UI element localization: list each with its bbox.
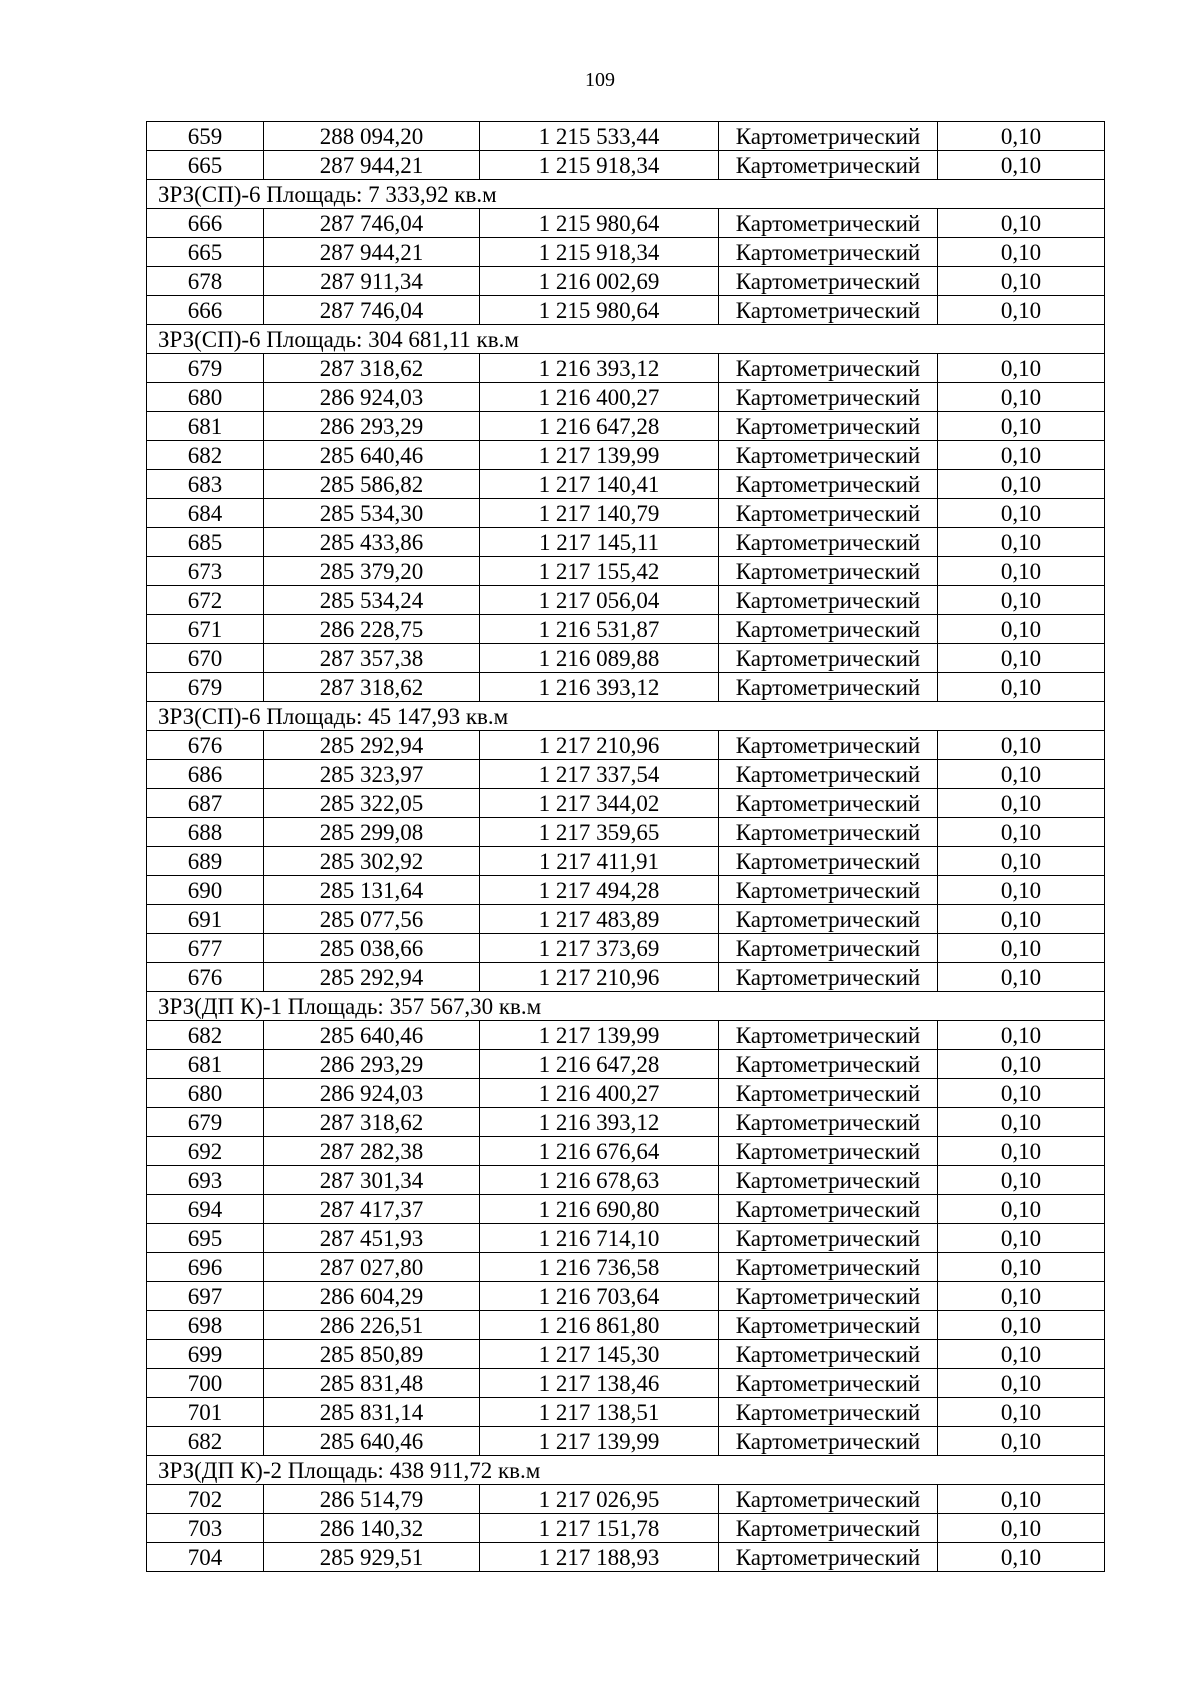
x-coordinate-cell: 287 746,04 [264, 209, 480, 238]
accuracy-cell: 0,10 [938, 934, 1105, 963]
point-number-cell: 690 [147, 876, 264, 905]
x-coordinate-cell: 285 433,86 [264, 528, 480, 557]
x-coordinate-cell: 285 292,94 [264, 731, 480, 760]
point-number-cell: 687 [147, 789, 264, 818]
method-cell: Картометрический [719, 963, 938, 992]
y-coordinate-cell: 1 217 151,78 [480, 1514, 719, 1543]
table-row [147, 151, 1105, 180]
x-coordinate-cell: 285 640,46 [264, 1427, 480, 1456]
method-cell: Картометрический [719, 1253, 938, 1282]
method-cell: Картометрический [719, 238, 938, 267]
y-coordinate-cell: 1 216 690,80 [480, 1195, 719, 1224]
section-header-row [147, 180, 1105, 209]
y-coordinate-cell: 1 215 533,44 [480, 122, 719, 151]
y-coordinate-cell: 1 217 140,41 [480, 470, 719, 499]
point-number-cell: 682 [147, 1427, 264, 1456]
accuracy-cell: 0,10 [938, 731, 1105, 760]
method-cell: Картометрический [719, 383, 938, 412]
method-cell: Картометрический [719, 1340, 938, 1369]
point-number-cell: 683 [147, 470, 264, 499]
y-coordinate-cell: 1 216 678,63 [480, 1166, 719, 1195]
method-cell: Картометрический [719, 876, 938, 905]
y-coordinate-cell: 1 217 344,02 [480, 789, 719, 818]
table-row [147, 586, 1105, 615]
method-cell: Картометрический [719, 1311, 938, 1340]
x-coordinate-cell: 285 292,94 [264, 963, 480, 992]
x-coordinate-cell: 286 226,51 [264, 1311, 480, 1340]
accuracy-cell: 0,10 [938, 151, 1105, 180]
point-number-cell: 694 [147, 1195, 264, 1224]
x-coordinate-cell: 285 929,51 [264, 1543, 480, 1572]
x-coordinate-cell: 285 302,92 [264, 847, 480, 876]
table-row [147, 1398, 1105, 1427]
accuracy-cell: 0,10 [938, 847, 1105, 876]
accuracy-cell: 0,10 [938, 1050, 1105, 1079]
y-coordinate-cell: 1 217 145,11 [480, 528, 719, 557]
y-coordinate-cell: 1 217 210,96 [480, 731, 719, 760]
method-cell: Картометрический [719, 267, 938, 296]
point-number-cell: 666 [147, 209, 264, 238]
x-coordinate-cell: 286 924,03 [264, 1079, 480, 1108]
method-cell: Картометрический [719, 412, 938, 441]
accuracy-cell: 0,10 [938, 1398, 1105, 1427]
x-coordinate-cell: 285 640,46 [264, 441, 480, 470]
table-row [147, 1543, 1105, 1572]
accuracy-cell: 0,10 [938, 209, 1105, 238]
point-number-cell: 665 [147, 238, 264, 267]
point-number-cell: 678 [147, 267, 264, 296]
y-coordinate-cell: 1 216 002,69 [480, 267, 719, 296]
method-cell: Картометрический [719, 847, 938, 876]
point-number-cell: 679 [147, 673, 264, 702]
method-cell: Картометрический [719, 1369, 938, 1398]
y-coordinate-cell: 1 217 056,04 [480, 586, 719, 615]
accuracy-cell: 0,10 [938, 615, 1105, 644]
table-row [147, 1253, 1105, 1282]
table-row [147, 876, 1105, 905]
y-coordinate-cell: 1 217 411,91 [480, 847, 719, 876]
x-coordinate-cell: 287 911,34 [264, 267, 480, 296]
point-number-cell: 676 [147, 731, 264, 760]
accuracy-cell: 0,10 [938, 644, 1105, 673]
y-coordinate-cell: 1 217 155,42 [480, 557, 719, 586]
y-coordinate-cell: 1 215 980,64 [480, 209, 719, 238]
x-coordinate-cell: 285 299,08 [264, 818, 480, 847]
table-row [147, 1021, 1105, 1050]
accuracy-cell: 0,10 [938, 963, 1105, 992]
table-row [147, 1485, 1105, 1514]
method-cell: Картометрический [719, 1514, 938, 1543]
method-cell: Картометрический [719, 441, 938, 470]
point-number-cell: 680 [147, 383, 264, 412]
point-number-cell: 680 [147, 1079, 264, 1108]
y-coordinate-cell: 1 217 188,93 [480, 1543, 719, 1572]
point-number-cell: 677 [147, 934, 264, 963]
accuracy-cell: 0,10 [938, 1224, 1105, 1253]
point-number-cell: 700 [147, 1369, 264, 1398]
y-coordinate-cell: 1 216 703,64 [480, 1282, 719, 1311]
accuracy-cell: 0,10 [938, 818, 1105, 847]
method-cell: Картометрический [719, 1543, 938, 1572]
point-number-cell: 692 [147, 1137, 264, 1166]
y-coordinate-cell: 1 215 918,34 [480, 238, 719, 267]
point-number-cell: 679 [147, 1108, 264, 1137]
section-title: ЗРЗ(СП)-6 Площадь: 45 147,93 кв.м [147, 702, 1105, 731]
method-cell: Картометрический [719, 1282, 938, 1311]
method-cell: Картометрический [719, 557, 938, 586]
accuracy-cell: 0,10 [938, 1340, 1105, 1369]
section-title: ЗРЗ(ДП К)-1 Площадь: 357 567,30 кв.м [147, 992, 1105, 1021]
x-coordinate-cell: 285 586,82 [264, 470, 480, 499]
table-row [147, 238, 1105, 267]
y-coordinate-cell: 1 216 393,12 [480, 354, 719, 383]
method-cell: Картометрический [719, 586, 938, 615]
method-cell: Картометрический [719, 1398, 938, 1427]
table-row [147, 731, 1105, 760]
section-header-row [147, 325, 1105, 354]
y-coordinate-cell: 1 217 026,95 [480, 1485, 719, 1514]
x-coordinate-cell: 287 318,62 [264, 1108, 480, 1137]
point-number-cell: 681 [147, 412, 264, 441]
method-cell: Картометрический [719, 818, 938, 847]
point-number-cell: 671 [147, 615, 264, 644]
accuracy-cell: 0,10 [938, 905, 1105, 934]
accuracy-cell: 0,10 [938, 528, 1105, 557]
accuracy-cell: 0,10 [938, 499, 1105, 528]
x-coordinate-cell: 285 323,97 [264, 760, 480, 789]
table-row [147, 1427, 1105, 1456]
table-row [147, 934, 1105, 963]
accuracy-cell: 0,10 [938, 1253, 1105, 1282]
point-number-cell: 689 [147, 847, 264, 876]
accuracy-cell: 0,10 [938, 1166, 1105, 1195]
point-number-cell: 682 [147, 1021, 264, 1050]
y-coordinate-cell: 1 215 918,34 [480, 151, 719, 180]
point-number-cell: 665 [147, 151, 264, 180]
y-coordinate-cell: 1 217 138,51 [480, 1398, 719, 1427]
section-title: ЗРЗ(СП)-6 Площадь: 7 333,92 кв.м [147, 180, 1105, 209]
accuracy-cell: 0,10 [938, 238, 1105, 267]
x-coordinate-cell: 287 357,38 [264, 644, 480, 673]
accuracy-cell: 0,10 [938, 383, 1105, 412]
accuracy-cell: 0,10 [938, 1108, 1105, 1137]
point-number-cell: 704 [147, 1543, 264, 1572]
accuracy-cell: 0,10 [938, 1311, 1105, 1340]
table-row [147, 673, 1105, 702]
point-number-cell: 666 [147, 296, 264, 325]
method-cell: Картометрический [719, 615, 938, 644]
y-coordinate-cell: 1 216 089,88 [480, 644, 719, 673]
accuracy-cell: 0,10 [938, 1079, 1105, 1108]
method-cell: Картометрический [719, 1108, 938, 1137]
x-coordinate-cell: 287 944,21 [264, 238, 480, 267]
accuracy-cell: 0,10 [938, 1137, 1105, 1166]
y-coordinate-cell: 1 217 140,79 [480, 499, 719, 528]
section-header-row [147, 702, 1105, 731]
table-row [147, 441, 1105, 470]
table-row [147, 209, 1105, 238]
table-row [147, 528, 1105, 557]
y-coordinate-cell: 1 216 400,27 [480, 1079, 719, 1108]
method-cell: Картометрический [719, 1021, 938, 1050]
method-cell: Картометрический [719, 1427, 938, 1456]
accuracy-cell: 0,10 [938, 441, 1105, 470]
accuracy-cell: 0,10 [938, 1543, 1105, 1572]
method-cell: Картометрический [719, 1050, 938, 1079]
section-header-row [147, 1456, 1105, 1485]
y-coordinate-cell: 1 217 373,69 [480, 934, 719, 963]
x-coordinate-cell: 287 301,34 [264, 1166, 480, 1195]
y-coordinate-cell: 1 216 714,10 [480, 1224, 719, 1253]
accuracy-cell: 0,10 [938, 122, 1105, 151]
y-coordinate-cell: 1 217 139,99 [480, 1427, 719, 1456]
method-cell: Картометрический [719, 1137, 938, 1166]
y-coordinate-cell: 1 216 647,28 [480, 412, 719, 441]
y-coordinate-cell: 1 216 393,12 [480, 673, 719, 702]
x-coordinate-cell: 287 027,80 [264, 1253, 480, 1282]
accuracy-cell: 0,10 [938, 1485, 1105, 1514]
method-cell: Картометрический [719, 1195, 938, 1224]
accuracy-cell: 0,10 [938, 1282, 1105, 1311]
table-row [147, 412, 1105, 441]
method-cell: Картометрический [719, 209, 938, 238]
accuracy-cell: 0,10 [938, 1021, 1105, 1050]
table-row [147, 847, 1105, 876]
table-row [147, 963, 1105, 992]
x-coordinate-cell: 287 318,62 [264, 354, 480, 383]
x-coordinate-cell: 287 944,21 [264, 151, 480, 180]
method-cell: Картометрический [719, 122, 938, 151]
coordinates-table-body [147, 122, 1105, 1572]
y-coordinate-cell: 1 217 483,89 [480, 905, 719, 934]
y-coordinate-cell: 1 216 531,87 [480, 615, 719, 644]
point-number-cell: 691 [147, 905, 264, 934]
method-cell: Картометрический [719, 470, 938, 499]
table-row [147, 1369, 1105, 1398]
point-number-cell: 697 [147, 1282, 264, 1311]
y-coordinate-cell: 1 217 138,46 [480, 1369, 719, 1398]
method-cell: Картометрический [719, 499, 938, 528]
point-number-cell: 676 [147, 963, 264, 992]
method-cell: Картометрический [719, 905, 938, 934]
table-row [147, 122, 1105, 151]
point-number-cell: 702 [147, 1485, 264, 1514]
method-cell: Картометрический [719, 1224, 938, 1253]
table-row [147, 644, 1105, 673]
accuracy-cell: 0,10 [938, 267, 1105, 296]
point-number-cell: 670 [147, 644, 264, 673]
method-cell: Картометрический [719, 760, 938, 789]
table-row [147, 1108, 1105, 1137]
table-row [147, 1050, 1105, 1079]
method-cell: Картометрический [719, 354, 938, 383]
table-row [147, 1224, 1105, 1253]
x-coordinate-cell: 286 924,03 [264, 383, 480, 412]
accuracy-cell: 0,10 [938, 1427, 1105, 1456]
y-coordinate-cell: 1 216 393,12 [480, 1108, 719, 1137]
x-coordinate-cell: 288 094,20 [264, 122, 480, 151]
table-row [147, 383, 1105, 412]
table-row [147, 760, 1105, 789]
accuracy-cell: 0,10 [938, 1514, 1105, 1543]
y-coordinate-cell: 1 217 139,99 [480, 1021, 719, 1050]
point-number-cell: 684 [147, 499, 264, 528]
accuracy-cell: 0,10 [938, 586, 1105, 615]
table-row [147, 1166, 1105, 1195]
x-coordinate-cell: 285 534,24 [264, 586, 480, 615]
table-row [147, 1137, 1105, 1166]
method-cell: Картометрический [719, 296, 938, 325]
y-coordinate-cell: 1 217 139,99 [480, 441, 719, 470]
page-number: 109 [585, 69, 615, 91]
point-number-cell: 695 [147, 1224, 264, 1253]
method-cell: Картометрический [719, 1485, 938, 1514]
x-coordinate-cell: 285 322,05 [264, 789, 480, 818]
accuracy-cell: 0,10 [938, 673, 1105, 702]
section-header-row [147, 992, 1105, 1021]
point-number-cell: 703 [147, 1514, 264, 1543]
section-title: ЗРЗ(СП)-6 Площадь: 304 681,11 кв.м [147, 325, 1105, 354]
accuracy-cell: 0,10 [938, 789, 1105, 818]
table-row [147, 296, 1105, 325]
point-number-cell: 682 [147, 441, 264, 470]
coordinates-table [146, 121, 1105, 1572]
accuracy-cell: 0,10 [938, 876, 1105, 905]
y-coordinate-cell: 1 216 400,27 [480, 383, 719, 412]
accuracy-cell: 0,10 [938, 354, 1105, 383]
x-coordinate-cell: 285 379,20 [264, 557, 480, 586]
method-cell: Картометрический [719, 934, 938, 963]
x-coordinate-cell: 287 746,04 [264, 296, 480, 325]
method-cell: Картометрический [719, 151, 938, 180]
y-coordinate-cell: 1 215 980,64 [480, 296, 719, 325]
table-row [147, 1282, 1105, 1311]
point-number-cell: 693 [147, 1166, 264, 1195]
point-number-cell: 685 [147, 528, 264, 557]
x-coordinate-cell: 285 831,48 [264, 1369, 480, 1398]
method-cell: Картометрический [719, 528, 938, 557]
accuracy-cell: 0,10 [938, 557, 1105, 586]
y-coordinate-cell: 1 216 647,28 [480, 1050, 719, 1079]
table-row [147, 557, 1105, 586]
method-cell: Картометрический [719, 1079, 938, 1108]
point-number-cell: 659 [147, 122, 264, 151]
x-coordinate-cell: 286 140,32 [264, 1514, 480, 1543]
x-coordinate-cell: 287 451,93 [264, 1224, 480, 1253]
x-coordinate-cell: 286 293,29 [264, 1050, 480, 1079]
x-coordinate-cell: 285 831,14 [264, 1398, 480, 1427]
point-number-cell: 688 [147, 818, 264, 847]
accuracy-cell: 0,10 [938, 296, 1105, 325]
y-coordinate-cell: 1 217 359,65 [480, 818, 719, 847]
x-coordinate-cell: 286 293,29 [264, 412, 480, 441]
table-row [147, 789, 1105, 818]
accuracy-cell: 0,10 [938, 412, 1105, 441]
y-coordinate-cell: 1 217 210,96 [480, 963, 719, 992]
method-cell: Картометрический [719, 644, 938, 673]
x-coordinate-cell: 286 514,79 [264, 1485, 480, 1514]
section-title: ЗРЗ(ДП К)-2 Площадь: 438 911,72 кв.м [147, 1456, 1105, 1485]
y-coordinate-cell: 1 217 494,28 [480, 876, 719, 905]
x-coordinate-cell: 285 131,64 [264, 876, 480, 905]
table-row [147, 905, 1105, 934]
accuracy-cell: 0,10 [938, 1369, 1105, 1398]
x-coordinate-cell: 286 604,29 [264, 1282, 480, 1311]
y-coordinate-cell: 1 217 337,54 [480, 760, 719, 789]
point-number-cell: 701 [147, 1398, 264, 1427]
accuracy-cell: 0,10 [938, 1195, 1105, 1224]
point-number-cell: 681 [147, 1050, 264, 1079]
table-row [147, 354, 1105, 383]
table-row [147, 615, 1105, 644]
x-coordinate-cell: 285 077,56 [264, 905, 480, 934]
point-number-cell: 679 [147, 354, 264, 383]
y-coordinate-cell: 1 216 676,64 [480, 1137, 719, 1166]
x-coordinate-cell: 287 417,37 [264, 1195, 480, 1224]
x-coordinate-cell: 286 228,75 [264, 615, 480, 644]
x-coordinate-cell: 285 038,66 [264, 934, 480, 963]
y-coordinate-cell: 1 216 861,80 [480, 1311, 719, 1340]
point-number-cell: 673 [147, 557, 264, 586]
table-row [147, 1195, 1105, 1224]
table-row [147, 1311, 1105, 1340]
y-coordinate-cell: 1 216 736,58 [480, 1253, 719, 1282]
x-coordinate-cell: 287 282,38 [264, 1137, 480, 1166]
point-number-cell: 686 [147, 760, 264, 789]
table-row [147, 267, 1105, 296]
accuracy-cell: 0,10 [938, 470, 1105, 499]
x-coordinate-cell: 285 850,89 [264, 1340, 480, 1369]
point-number-cell: 698 [147, 1311, 264, 1340]
table-row [147, 470, 1105, 499]
method-cell: Картометрический [719, 673, 938, 702]
method-cell: Картометрический [719, 1166, 938, 1195]
method-cell: Картометрический [719, 789, 938, 818]
accuracy-cell: 0,10 [938, 760, 1105, 789]
table-row [147, 1514, 1105, 1543]
point-number-cell: 696 [147, 1253, 264, 1282]
y-coordinate-cell: 1 217 145,30 [480, 1340, 719, 1369]
method-cell: Картометрический [719, 731, 938, 760]
table-row [147, 499, 1105, 528]
point-number-cell: 672 [147, 586, 264, 615]
x-coordinate-cell: 285 640,46 [264, 1021, 480, 1050]
x-coordinate-cell: 285 534,30 [264, 499, 480, 528]
point-number-cell: 699 [147, 1340, 264, 1369]
table-row [147, 818, 1105, 847]
table-row [147, 1340, 1105, 1369]
x-coordinate-cell: 287 318,62 [264, 673, 480, 702]
table-row [147, 1079, 1105, 1108]
